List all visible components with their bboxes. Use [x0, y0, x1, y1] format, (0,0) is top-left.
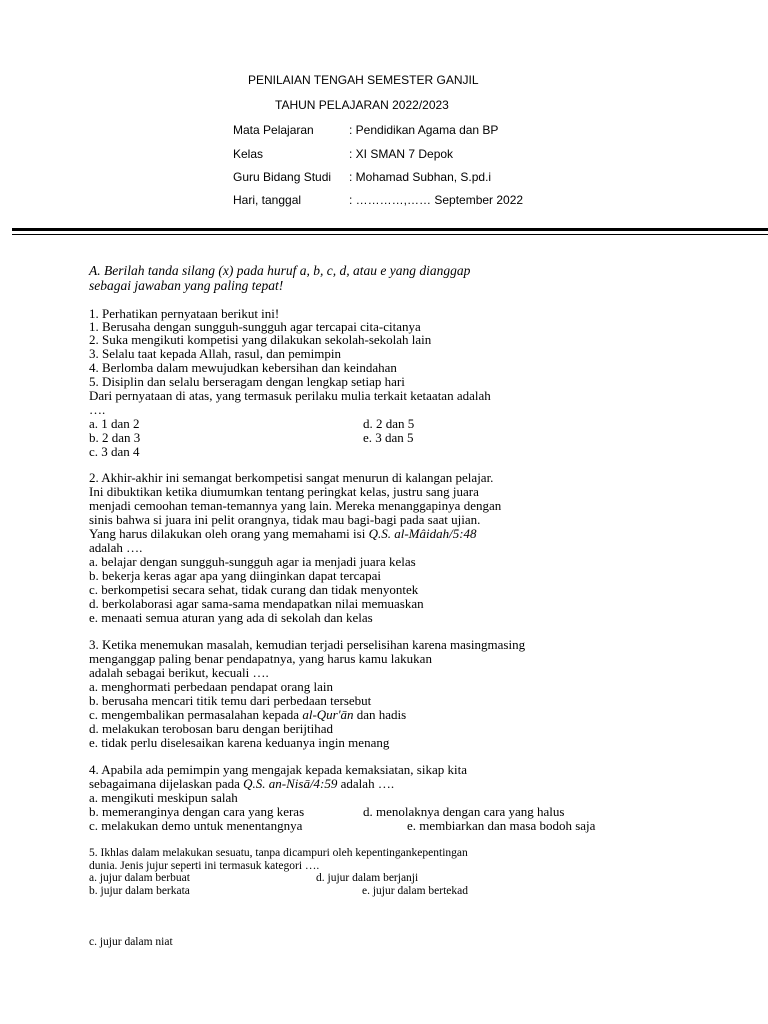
option-c[interactable]: c. 3 dan 4 — [89, 444, 140, 459]
option-e[interactable]: e. membiarkan dan masa bodoh saja — [407, 818, 596, 833]
option-c[interactable] — [89, 708, 406, 722]
option-c[interactable]: c. jujur dalam niat — [89, 936, 173, 948]
info-row-teacher — [233, 170, 492, 184]
option-b[interactable]: b. berusaha mencari titik temu dari perbedaan tersebut — [89, 693, 372, 708]
info-value: : …………,…… September 2022 — [349, 193, 524, 207]
question-text: 2. Akhir-akhir ini semangat berkompetisi sangat menurun di kalangan pelajar. — [89, 470, 494, 485]
question-text: Ini dibuktikan ketika diumumkan tentang peringkat kelas, justru sang juara — [89, 484, 479, 499]
option-d[interactable]: d. jujur dalam berjanji — [316, 872, 419, 884]
question-text: menjadi cemoohan teman-temannya yang lain. Mereka menanggapinya dengan — [89, 498, 502, 513]
option-d[interactable]: d. melakukan terobosan baru dengan berijtihad — [89, 721, 334, 736]
info-row-date — [233, 193, 524, 207]
option-d[interactable]: d. berkolaborasi agar sama-sama mendapatkan nilai memuaskan — [89, 596, 424, 611]
question-text: dunia. Jenis jujur seperti ini termasuk kategori …. — [89, 860, 320, 872]
statement: 3. Selalu taat kepada Allah, rasul, dan pemimpin — [89, 346, 341, 361]
statement: 4. Berlomba dalam mewujudkan kebersihan dan keindahan — [89, 360, 397, 375]
info-label: Kelas — [233, 147, 264, 161]
option-e[interactable]: e. menaati semua aturan yang ada di sekolah dan kelas — [89, 610, 373, 625]
option-a[interactable]: a. belajar dengan sungguh-sungguh agar ia menjadi juara kelas — [89, 554, 416, 569]
option-e[interactable]: e. 3 dan 5 — [363, 430, 414, 445]
option-c[interactable]: c. berkompetisi secara sehat, tidak curang dan tidak menyontek — [89, 582, 419, 597]
option-d[interactable]: d. 2 dan 5 — [363, 416, 415, 431]
question-text — [89, 527, 477, 541]
option-e[interactable]: e. tidak perlu diselesaikan karena keduanya ingin menang — [89, 735, 390, 750]
info-value: : Mohamad Subhan, S.pd.i — [349, 170, 492, 184]
instruction-line: sebagai jawaban yang paling tepat! — [89, 278, 284, 293]
question-text: 4. Apabila ada pemimpin yang mengajak kepada kemaksiatan, sikap kita — [89, 762, 467, 777]
option-a[interactable]: a. jujur dalam berbuat — [89, 872, 190, 884]
option-b[interactable]: b. memeranginya dengan cara yang keras — [89, 804, 305, 819]
question-text: adalah …. — [89, 540, 143, 555]
option-a[interactable]: a. mengikuti meskipun salah — [89, 790, 238, 805]
statement: 1. Berusaha dengan sungguh-sungguh agar tercapai cita-citanya — [89, 319, 421, 334]
question-text-part: sebagaimana dijelaskan pada — [89, 776, 244, 791]
option-d[interactable]: d. menolaknya dengan cara yang halus — [363, 804, 565, 819]
info-label: Hari, tanggal — [233, 193, 302, 207]
instruction-line: A. Berilah tanda silang (x) pada huruf a, b, c, d, atau e yang dianggap — [89, 263, 471, 278]
option-c[interactable]: c. melakukan demo untuk menentangnya — [89, 818, 303, 833]
option-b[interactable]: b. 2 dan 3 — [89, 430, 141, 445]
question-text: 1. Perhatikan pernyataan berikut ini! — [89, 306, 280, 321]
question-text-part: Yang harus dilakukan oleh orang yang memahami isi — [89, 526, 369, 541]
info-value: : Pendidikan Agama dan BP — [349, 123, 499, 137]
question-text: …. — [89, 402, 106, 417]
question-text: menganggap paling benar pendapatnya, yang harus kamu lakukan — [89, 651, 432, 666]
option-b[interactable]: b. bekerja keras agar apa yang diinginkan dapat tercapai — [89, 568, 381, 583]
question-text: 5. Ikhlas dalam melakukan sesuatu, tanpa dicampuri oleh kepentingankepentingan — [89, 847, 468, 859]
divider-thick — [12, 228, 768, 231]
verse-reference: Q.S. an-Nisā/4:59 — [243, 776, 338, 791]
question-text: adalah sebagai berikut, kecuali …. — [89, 665, 269, 680]
option-e[interactable]: e. jujur dalam bertekad — [362, 885, 469, 897]
exam-title: PENILAIAN TENGAH SEMESTER GANJIL — [248, 73, 479, 87]
question-text: Dari pernyataan di atas, yang termasuk perilaku mulia terkait ketaatan adalah — [89, 388, 491, 403]
option-a[interactable]: a. 1 dan 2 — [89, 416, 140, 431]
info-label: Mata Pelajaran — [233, 123, 314, 137]
info-row-subject — [233, 123, 499, 137]
option-text: dan hadis — [353, 707, 407, 722]
statement: 2. Suka mengikuti kompetisi yang dilakukan sekolah-sekolah lain — [89, 332, 432, 347]
divider-thin — [12, 234, 768, 235]
question-text: 3. Ketika menemukan masalah, kemudian terjadi perselisihan karena masingmasing — [89, 637, 526, 652]
info-row-class — [233, 147, 454, 161]
question-text-part: adalah …. — [337, 776, 395, 791]
statement: 5. Disiplin dan selalu berseragam dengan lengkap setiap hari — [89, 374, 405, 389]
academic-year: TAHUN PELAJARAN 2022/2023 — [275, 98, 449, 112]
term-alquran: al-Qur'ān — [302, 707, 354, 722]
info-label: Guru Bidang Studi — [233, 170, 332, 184]
option-a[interactable]: a. menghormati perbedaan pendapat orang lain — [89, 679, 334, 694]
option-b[interactable]: b. jujur dalam berkata — [89, 885, 190, 897]
question-text — [89, 777, 394, 791]
option-text: c. mengembalikan permasalahan kepada — [89, 707, 303, 722]
info-value: : XI SMAN 7 Depok — [349, 147, 454, 161]
verse-reference: Q.S. al-Mâidah/5:48 — [368, 526, 477, 541]
question-text: sinis bahwa si juara ini pelit orangnya, tidak mau bagi-bagi pada saat ujian. — [89, 512, 481, 527]
